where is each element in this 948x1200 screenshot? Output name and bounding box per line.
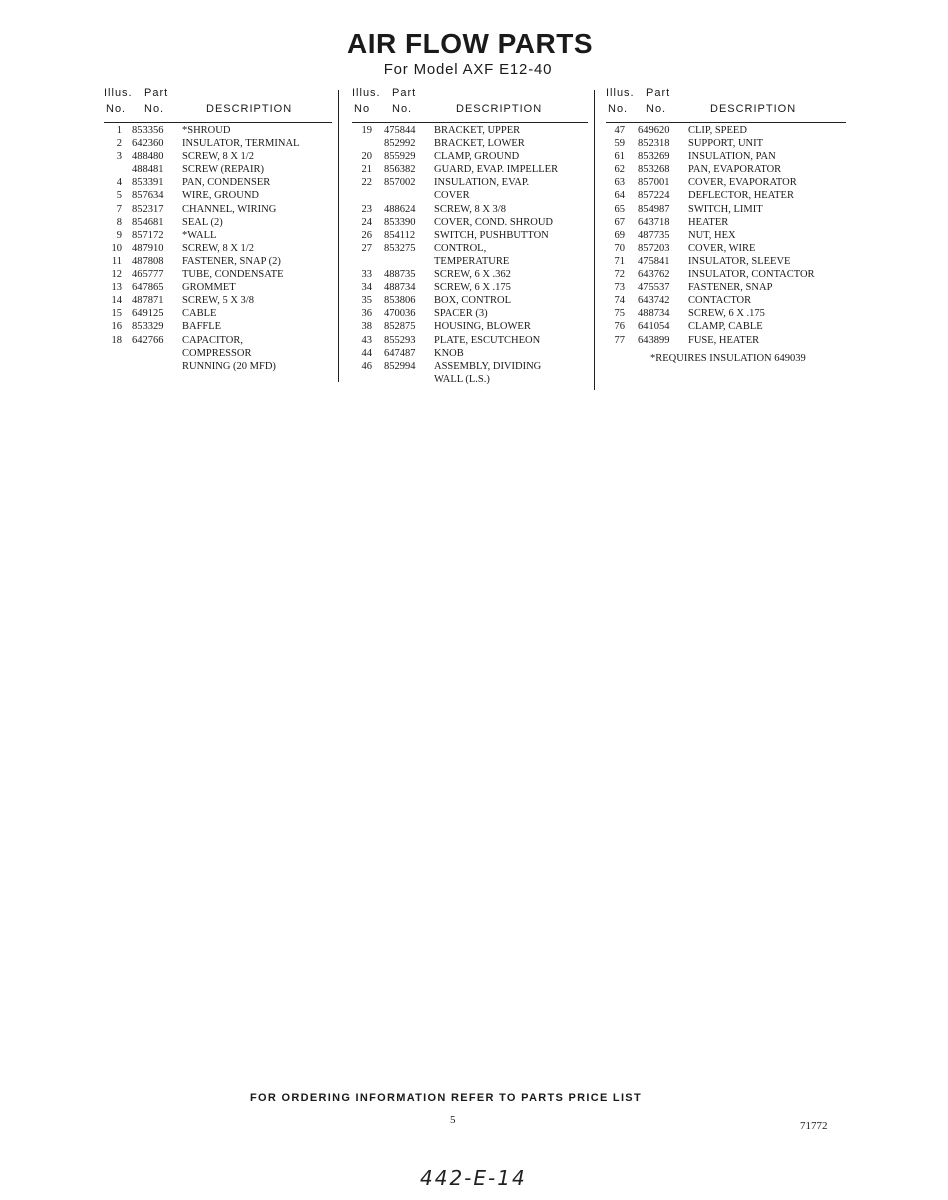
part-number: 487871 [132,295,164,307]
table-row [104,321,332,334]
illus-number: 73 [614,282,625,294]
part-number: 854681 [132,216,164,228]
header-illus-no: No. [106,103,127,115]
part-number: 857203 [638,242,670,254]
illus-number: 36 [361,308,372,320]
part-description: GROMMET [182,282,236,294]
column-header [606,86,846,123]
illus-number: 76 [614,321,625,333]
illus-number: 8 [116,216,122,228]
part-number: 647865 [132,282,164,294]
table-row [352,269,588,282]
part-description: SCREW, 8 X 3/8 [434,203,506,215]
illus-number: 61 [614,151,625,163]
parts-column-2 [352,86,588,387]
illus-number: 14 [111,295,122,307]
table-row [104,348,332,361]
part-number: 643899 [638,334,670,346]
part-description: INSULATOR, SLEEVE [688,255,791,267]
part-number: 643762 [638,269,670,281]
table-row [606,164,846,177]
illus-number: 22 [361,177,372,189]
illus-number: 77 [614,334,625,346]
part-description: DEFLECTOR, HEATER [688,190,794,202]
part-description: CLAMP, GROUND [434,151,520,163]
part-description: *WALL [182,229,217,241]
part-number: 856382 [384,164,416,176]
illus-number: 12 [111,269,122,281]
part-number: 487735 [638,229,670,241]
part-number: 470036 [384,308,416,320]
part-number: 853391 [132,177,164,189]
illus-number: 71 [614,255,625,267]
table-row [606,151,846,164]
illus-number: 74 [614,295,625,307]
table-row [352,374,588,387]
table-row [606,230,846,243]
ordering-footer: FOR ORDERING INFORMATION REFER TO PARTS PRICE LIST [250,1092,642,1104]
part-number: 852318 [638,138,670,150]
part-number: 488481 [132,164,164,176]
part-number: 855929 [384,151,416,163]
illus-number: 10 [111,242,122,254]
table-row [104,243,332,256]
part-description: INSULATION, EVAP. [434,177,530,189]
part-description: SWITCH, LIMIT [688,203,763,215]
document-number: 71772 [800,1120,828,1132]
part-description: CONTACTOR [688,295,752,307]
part-number: 488624 [384,203,416,215]
part-description: CAPACITOR, [182,334,243,346]
part-number: 475844 [384,125,416,136]
illus-number: 35 [361,295,372,307]
part-description: CABLE [182,308,217,320]
part-number: 488480 [132,151,164,163]
part-description: ASSEMBLY, DIVIDING [434,360,542,372]
table-row [352,348,588,361]
part-number: 857172 [132,229,164,241]
table-row [104,308,332,321]
table-row [352,335,588,348]
parts-column-3 [606,86,846,348]
part-description: CLIP, SPEED [688,125,747,136]
header-part: Part [392,87,417,99]
part-description: TEMPERATURE [434,255,510,267]
page-title: AIR FLOW PARTS [346,28,593,59]
part-description: SEAL (2) [182,216,223,228]
table-row [104,295,332,308]
parts-rows [104,125,332,374]
table-row [352,190,588,203]
part-number: 475537 [638,282,670,294]
table-row [606,243,846,256]
part-number: 854112 [384,229,416,241]
part-number: 857002 [384,177,416,189]
table-row [104,151,332,164]
part-description: BRACKET, UPPER [434,125,521,136]
table-row [606,321,846,334]
column-header [352,86,588,123]
part-number: 488734 [638,308,670,320]
illus-number: 11 [111,255,122,267]
part-description: NUT, HEX [688,229,736,241]
part-description: PLATE, ESCUTCHEON [434,334,541,346]
part-description: WALL (L.S.) [434,373,490,385]
part-description: GUARD, EVAP. IMPELLER [434,164,559,176]
illus-number: 34 [361,282,372,294]
handwritten-annotation: 442-E-14 [420,1166,527,1190]
part-number: 857001 [638,177,670,189]
table-row [352,177,588,190]
part-number: 649620 [638,125,670,136]
part-description: INSULATOR, CONTACTOR [688,269,815,281]
table-row [352,164,588,177]
part-description: PAN, EVAPORATOR [688,164,782,176]
illus-number: 2 [116,138,122,150]
table-row [352,243,588,256]
part-description: FUSE, HEATER [688,334,760,346]
header-part-no: No. [144,103,165,115]
illus-number: 65 [614,203,625,215]
illus-number: 38 [361,321,372,333]
part-number: 852994 [384,360,416,372]
part-number: 487910 [132,242,164,254]
illus-number: 44 [361,347,372,359]
part-number: 853356 [132,125,164,136]
part-description: PAN, CONDENSER [182,177,271,189]
illus-number: 67 [614,216,625,228]
illus-number: 24 [361,216,372,228]
illus-number: 16 [111,321,122,333]
parts-rows [352,125,588,387]
table-row [352,125,588,138]
part-number: 853806 [384,295,416,307]
part-description: BAFFLE [182,321,222,333]
illus-number: 20 [361,151,372,163]
header-description: DESCRIPTION [206,103,293,115]
part-number: 852875 [384,321,416,333]
part-description: COVER [434,190,470,202]
illus-number: 43 [361,334,372,346]
table-row [352,308,588,321]
part-number: 853268 [638,164,670,176]
part-description: SCREW, 6 X .362 [434,269,511,281]
part-description: BRACKET, LOWER [434,138,525,150]
part-description: TUBE, CONDENSATE [182,269,284,281]
part-number: 642766 [132,334,164,346]
part-description: SCREW, 6 X .175 [434,282,511,294]
header-description: DESCRIPTION [456,103,543,115]
illus-number: 59 [614,138,625,150]
header-illus: Illus. [104,87,133,99]
table-row [352,217,588,230]
illus-number: 21 [361,164,372,176]
part-description: SCREW, 8 X 1/2 [182,242,254,254]
illus-number: 33 [361,269,372,281]
part-description: SPACER (3) [434,308,488,320]
part-description: CLAMP, CABLE [688,321,763,333]
illus-number: 13 [111,282,122,294]
part-description: INSULATOR, TERMINAL [182,138,300,150]
illus-number: 7 [116,203,122,215]
part-number: 853329 [132,321,164,333]
table-row [352,151,588,164]
illus-number: 46 [361,360,372,372]
illus-number: 1 [116,125,122,136]
part-description: RUNNING (20 MFD) [182,360,276,372]
part-number: 475841 [638,255,670,267]
table-row [352,361,588,374]
part-description: SWITCH, PUSHBUTTON [434,229,549,241]
illus-number: 26 [361,229,372,241]
part-description: CONTROL, [434,242,487,254]
header-illus-no: No [354,103,371,115]
table-row [352,204,588,217]
illus-number: 5 [116,190,122,202]
part-number: 855293 [384,334,416,346]
part-number: 641054 [638,321,670,333]
table-row [606,295,846,308]
header-part: Part [646,87,671,99]
table-row [104,230,332,243]
table-row [606,138,846,151]
header-part-no: No. [392,103,413,115]
part-description: HEATER [688,216,729,228]
illus-number: 18 [111,334,122,346]
illus-number: 64 [614,190,625,202]
part-description: COVER, COND. SHROUD [434,216,554,228]
part-description: FASTENER, SNAP [688,282,773,294]
part-number: 857634 [132,190,164,202]
table-row [104,217,332,230]
illus-number: 47 [614,125,625,136]
table-row [104,335,332,348]
part-description: BOX, CONTROL [434,295,512,307]
part-description: SUPPORT, UNIT [688,138,764,150]
header-part-no: No. [646,103,667,115]
part-number: 465777 [132,269,164,281]
header-part: Part [144,87,169,99]
parts-rows [606,125,846,348]
table-row [104,164,332,177]
table-row [104,204,332,217]
table-row [352,295,588,308]
part-description: SCREW, 5 X 3/8 [182,295,254,307]
table-row [352,282,588,295]
table-row [104,256,332,269]
part-description: FASTENER, SNAP (2) [182,255,281,267]
part-number: 642360 [132,138,164,150]
part-description: SCREW, 6 X .175 [688,308,765,320]
table-row [104,190,332,203]
part-number: 649125 [132,308,164,320]
parts-column-1 [104,86,332,374]
part-number: 488734 [384,282,416,294]
illus-number: 9 [116,229,122,241]
illus-number: 69 [614,229,625,241]
part-number: 643718 [638,216,670,228]
part-description: KNOB [434,347,464,359]
table-row [606,177,846,190]
part-description: WIRE, GROUND [182,190,259,202]
table-row [606,190,846,203]
illus-number: 23 [361,203,372,215]
illus-number: 72 [614,269,625,281]
table-row [104,269,332,282]
table-row [104,138,332,151]
table-row [606,335,846,348]
part-number: 854987 [638,203,670,215]
table-row [352,230,588,243]
header-illus-no: No. [608,103,629,115]
part-number: 647487 [384,347,416,359]
table-row [352,256,588,269]
table-row [606,269,846,282]
part-description: SCREW (REPAIR) [182,164,264,176]
table-row [352,321,588,334]
table-row [606,308,846,321]
part-number: 852992 [384,138,416,150]
header-description: DESCRIPTION [710,103,797,115]
part-number: 853269 [638,151,670,163]
column-divider-1 [338,90,339,382]
illus-number: 15 [111,308,122,320]
table-row [606,204,846,217]
illus-number: 27 [361,242,372,254]
part-description: COVER, WIRE [688,242,756,254]
page-number: 5 [450,1114,456,1126]
part-number: 487808 [132,255,164,267]
part-number: 853275 [384,242,416,254]
table-row [606,217,846,230]
part-number: 852317 [132,203,164,215]
table-row [104,282,332,295]
illus-number: 3 [116,151,122,163]
illus-number: 63 [614,177,625,189]
illus-number: 75 [614,308,625,320]
part-description: INSULATION, PAN [688,151,776,163]
table-row [352,138,588,151]
part-description: SCREW, 8 X 1/2 [182,151,254,163]
header-illus: Illus. [352,87,381,99]
part-number: 643742 [638,295,670,307]
table-row [606,256,846,269]
illus-number: 19 [361,125,372,136]
part-description: *SHROUD [182,125,231,136]
table-row [606,125,846,138]
illus-number: 62 [614,164,625,176]
table-row [104,125,332,138]
table-row [104,177,332,190]
part-number: 853390 [384,216,416,228]
insulation-note: *REQUIRES INSULATION 649039 [650,353,806,364]
illus-number: 70 [614,242,625,254]
table-row [104,361,332,374]
part-number: 857224 [638,190,670,202]
header-illus: Illus. [606,87,635,99]
column-divider-2 [594,90,595,390]
part-description: HOUSING, BLOWER [434,321,531,333]
column-header [104,86,332,123]
table-row [606,282,846,295]
illus-number: 4 [116,177,122,189]
part-number: 488735 [384,269,416,281]
part-description: COMPRESSOR [182,347,252,359]
part-description: CHANNEL, WIRING [182,203,277,215]
page-subtitle: For Model AXF E12-40 [383,61,553,78]
part-description: COVER, EVAPORATOR [688,177,797,189]
